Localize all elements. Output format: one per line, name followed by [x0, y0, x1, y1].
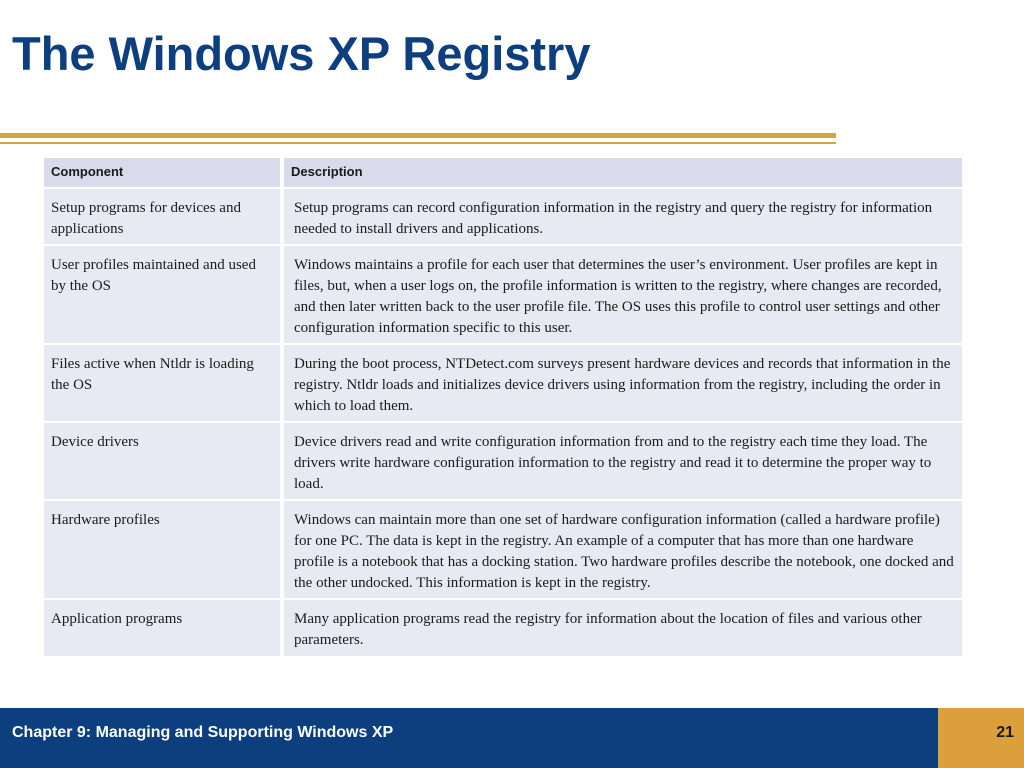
header-component: Component: [44, 158, 284, 187]
description-cell: During the boot process, NTDetect.com surveys present hardware devices and records that information in the registry. Ntldr loads and initializes device drivers using information from the registry, including the order in which to load them.: [284, 343, 962, 421]
title-rule-thin: [0, 142, 836, 144]
table-row: [44, 244, 962, 343]
description-cell: Device drivers read and write configuration information from and to the registry each time they load. The drivers write hardware configuration information to the registry and read it to determine the proper way to load.: [284, 421, 962, 499]
description-cell: Setup programs can record configuration information in the registry and query the registry for information needed to install drivers and applications.: [284, 187, 962, 244]
table-row: [44, 598, 962, 655]
footer-chapter-title: Chapter 9: Managing and Supporting Windows XP: [12, 724, 394, 741]
title-rule-thick: [0, 133, 836, 138]
page-number: 21: [996, 724, 1014, 741]
slide-title: The Windows XP Registry: [12, 27, 591, 80]
table-row: [44, 187, 962, 244]
description-cell: Windows maintains a profile for each user that determines the user’s environment. User profiles are kept in files, but, when a user logs on, the profile information is written to the registry, where changes are recorded, and then later written back to the user profile file. The OS uses this profile to control user settings and other configuration information specific to this user.: [284, 244, 962, 343]
table-header-row: [44, 158, 962, 187]
component-cell: Files active when Ntldr is loading the OS: [44, 343, 284, 421]
footer-bar: [0, 708, 938, 768]
registry-components-table: [44, 158, 962, 656]
table-row: [44, 499, 962, 598]
description-cell: Many application programs read the registry for information about the location of files and various other parameters.: [284, 598, 962, 655]
header-description: Description: [284, 158, 962, 187]
component-cell: Setup programs for devices and applications: [44, 187, 284, 244]
description-cell: Windows can maintain more than one set of hardware configuration information (called a hardware profile) for one PC. The data is kept in the registry. An example of a computer that has more than one hardware profile is a notebook that has a docking station. Two hardware profiles describe the notebook, one docked and the other undocked. This information is kept in the registry.: [284, 499, 962, 598]
component-cell: Application programs: [44, 598, 284, 655]
table-row: [44, 343, 962, 421]
footer-page-box: [938, 708, 1024, 768]
table-row: [44, 421, 962, 499]
registry-table: [44, 158, 962, 656]
component-cell: Hardware profiles: [44, 499, 284, 598]
component-cell: Device drivers: [44, 421, 284, 499]
component-cell: User profiles maintained and used by the OS: [44, 244, 284, 343]
slide-footer: [0, 708, 1024, 768]
